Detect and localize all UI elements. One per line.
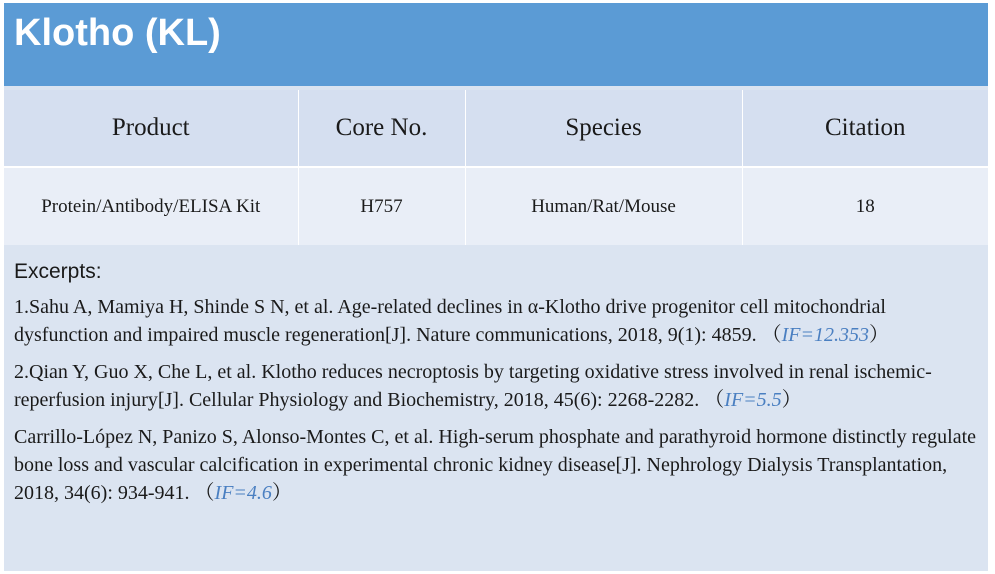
cell-core-no: H757 xyxy=(298,167,465,245)
cell-product: Protein/Antibody/ELISA Kit xyxy=(4,167,298,245)
paren-open: （ xyxy=(704,389,725,411)
cell-citation: 18 xyxy=(855,195,875,217)
page-title: Klotho (KL) xyxy=(14,12,221,54)
excerpts-section xyxy=(14,257,979,516)
table-header-row xyxy=(4,90,988,167)
reference-text: 2.Qian Y, Guo X, Che L, et al. Klotho reduces necroptosis by targeting oxidative stress involved in renal ischemic-reperfusion injury[J]. Cellular Physiology and Biochemistry, 2018, 45(6): 2268-2282. xyxy=(14,361,932,411)
impact-factor: IF=5.5 xyxy=(724,389,782,411)
reference-item xyxy=(14,423,979,507)
column-header-citation: Citation xyxy=(742,90,988,167)
product-card xyxy=(4,3,988,571)
paren-close: ） xyxy=(868,324,889,346)
reference-item xyxy=(14,293,979,349)
paren-close: ） xyxy=(271,482,292,504)
excerpts-label: Excerpts: xyxy=(14,260,102,283)
column-header-product: Product xyxy=(4,90,298,167)
product-table xyxy=(4,90,988,245)
reference-item xyxy=(14,358,979,414)
paren-open: （ xyxy=(194,482,215,504)
table-row xyxy=(4,167,988,245)
impact-factor: IF=4.6 xyxy=(214,482,272,504)
impact-factor: IF=12.353 xyxy=(781,324,869,346)
reference-text: 1.Sahu A, Mamiya H, Shinde S N, et al. Age-related declines in α-Klotho drive progenitor cell mitochondrial dysfunction and impaired muscle regeneration[J]. Nature communications, 2018, 9(1): 4859. xyxy=(14,296,886,346)
title-banner xyxy=(4,3,988,86)
column-header-species: Species xyxy=(465,90,742,167)
reference-text: Carrillo-López N, Panizo S, Alonso-Montes C, et al. High-serum phosphate and parathyroid hormone distinctly regulate bone loss and vascular calcification in experimental chronic kidney disease[J]. Nephrology Dialysis Transplantation, 2018, 34(6): 934-941. xyxy=(14,426,977,504)
paren-close: ） xyxy=(781,389,802,411)
cell-species: Human/Rat/Mouse xyxy=(465,167,742,245)
paren-open: （ xyxy=(761,324,782,346)
column-header-core-no: Core No. xyxy=(298,90,465,167)
